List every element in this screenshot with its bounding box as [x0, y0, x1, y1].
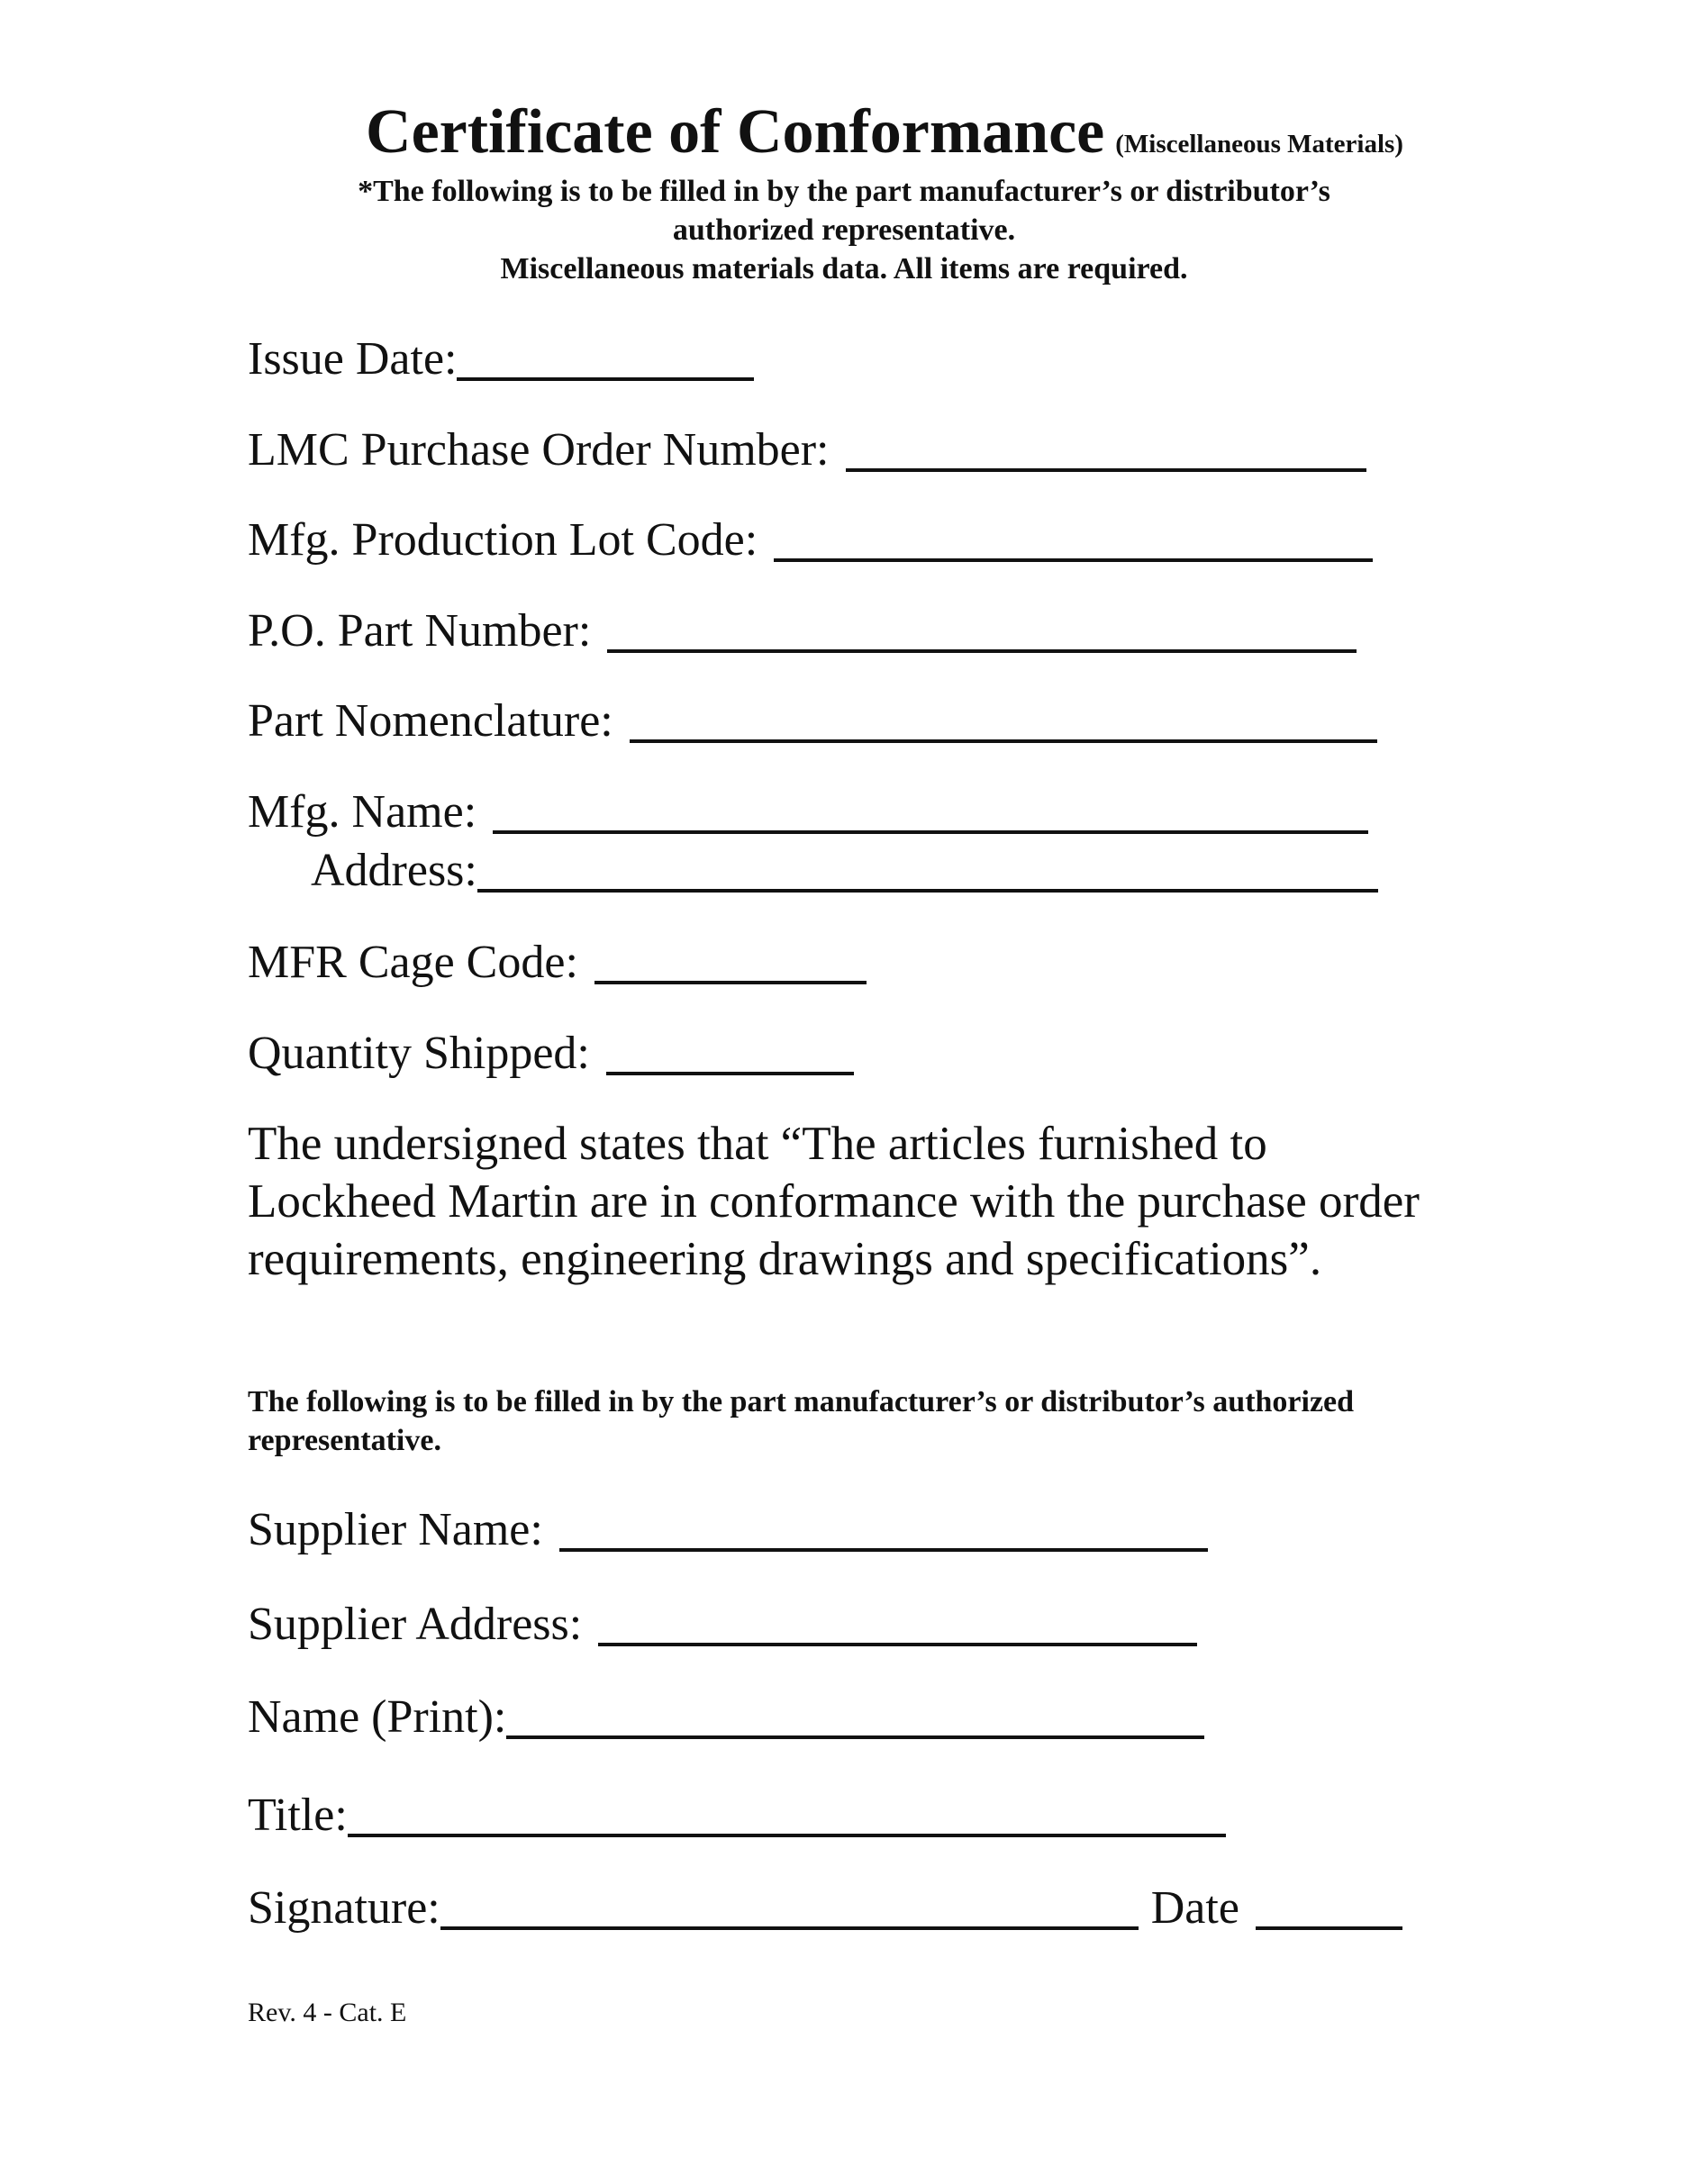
- signature-label: Signature:: [248, 1882, 440, 1934]
- signature-field: [248, 1878, 1402, 1932]
- supplier-instruction-note: The following is to be filled in by the part manufacturer’s or distributor’s authorized representative.: [248, 1385, 1355, 1457]
- part-nomenclature-field: [248, 691, 1377, 745]
- mfg-lot-code-blank[interactable]: [774, 517, 1373, 562]
- mfg-lot-code-field: [248, 510, 1373, 564]
- name-print-field: [248, 1687, 1204, 1741]
- document-title: Certificate of Conformance: [366, 97, 1105, 167]
- name-print-label: Name (Print):: [248, 1691, 507, 1743]
- po-part-number-label: P.O. Part Number:: [248, 605, 592, 657]
- mfg-lot-code-label: Mfg. Production Lot Code:: [248, 514, 758, 566]
- supplier-address-field: [248, 1594, 1197, 1648]
- mfr-cage-code-label: MFR Cage Code:: [248, 937, 578, 988]
- address-field: [311, 840, 1378, 894]
- conformance-statement: The undersigned states that “The articles furnished to Lockheed Martin are in conformance with the purchase order requirements, engineering drawings and specifications”.: [248, 1118, 1420, 1285]
- title-blank[interactable]: [348, 1792, 1226, 1837]
- quantity-shipped-field: [248, 1023, 854, 1077]
- mfg-name-blank[interactable]: [493, 789, 1368, 834]
- address-blank[interactable]: [477, 847, 1378, 893]
- signature-blank[interactable]: [440, 1885, 1139, 1930]
- lmc-po-number-field: [248, 420, 1366, 474]
- address-label: Address:: [311, 845, 477, 896]
- document-subtitle: (Miscellaneous Materials): [1115, 130, 1403, 159]
- header-instruction-line-1: *The following is to be filled in by the part manufacturer’s or distributor’s: [358, 175, 1330, 208]
- mfr-cage-code-field: [248, 932, 867, 986]
- document-header: [0, 97, 1688, 167]
- date-label: Date: [1150, 1882, 1239, 1934]
- issue-date-label: Issue Date:: [248, 333, 458, 385]
- quantity-shipped-label: Quantity Shipped:: [248, 1028, 590, 1079]
- po-part-number-blank[interactable]: [607, 608, 1357, 653]
- issue-date-blank[interactable]: [457, 336, 754, 381]
- issue-date-field: [248, 329, 754, 383]
- header-instruction-line-3: Miscellaneous materials data. All items are required.: [500, 252, 1188, 285]
- lmc-po-number-label: LMC Purchase Order Number:: [248, 424, 830, 476]
- supplier-name-label: Supplier Name:: [248, 1504, 543, 1555]
- supplier-address-blank[interactable]: [598, 1601, 1197, 1646]
- quantity-shipped-blank[interactable]: [606, 1030, 854, 1075]
- header-instruction-line-2: authorized representative.: [672, 213, 1016, 247]
- supplier-name-field: [248, 1500, 1208, 1554]
- part-nomenclature-label: Part Nomenclature:: [248, 695, 613, 747]
- title-field: [248, 1785, 1226, 1839]
- revision-label: Rev. 4 - Cat. E: [248, 1998, 407, 2027]
- mfg-name-label: Mfg. Name:: [248, 786, 477, 838]
- name-print-blank[interactable]: [506, 1694, 1204, 1739]
- supplier-address-label: Supplier Address:: [248, 1599, 583, 1650]
- lmc-po-number-blank[interactable]: [846, 427, 1366, 472]
- supplier-name-blank[interactable]: [559, 1507, 1208, 1552]
- mfg-name-field: [248, 782, 1368, 836]
- po-part-number-field: [248, 601, 1357, 655]
- date-blank[interactable]: [1256, 1885, 1402, 1930]
- part-nomenclature-blank[interactable]: [630, 698, 1377, 743]
- title-label: Title:: [248, 1790, 348, 1841]
- mfr-cage-code-blank[interactable]: [594, 939, 867, 984]
